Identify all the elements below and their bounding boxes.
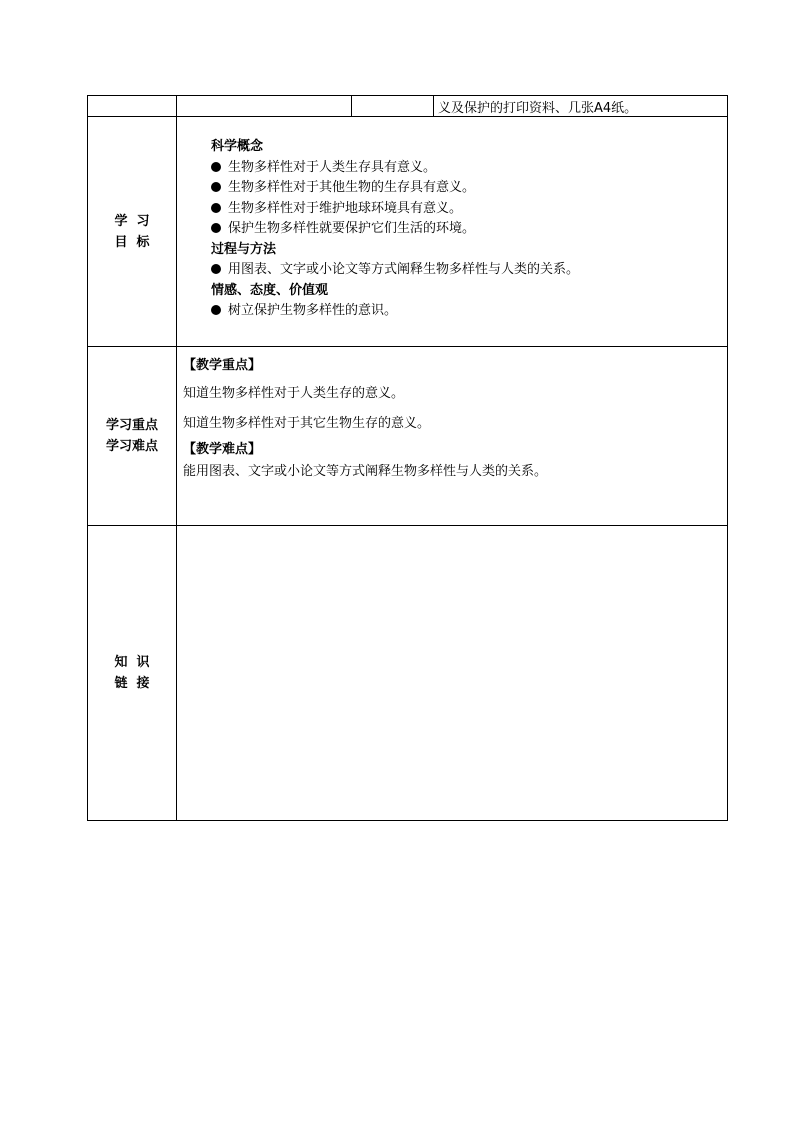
concept-item [211,199,727,220]
learning-goals-content [177,117,728,347]
concept-item [211,219,727,240]
key-points-label-line-2: 学习难点 [105,439,158,454]
materials-continuation-row [88,96,728,117]
process-item [211,260,727,281]
teaching-focus-heading: 【教学重点】 [183,358,262,373]
concept-item-text: 生物多样性对于其他生物的生存具有意义。 [228,180,476,195]
process-item-text: 用图表、文字或小论文等方式阐释生物多样性与人类的关系。 [228,262,580,277]
process-method-heading: 过程与方法 [211,241,277,257]
science-concept-heading: 科学概念 [211,139,264,154]
concept-item [211,158,727,179]
concept-item [211,178,727,199]
empty-cell-3 [352,96,434,117]
attitude-item-text: 树立保护生物多样性的意识。 [228,303,398,318]
difficulty-item: 能用图表、文字或小论文等方式阐释生物多样性与人类的关系。 [183,464,548,479]
empty-cell-1 [88,96,177,117]
learning-goals-row [88,117,728,347]
bullet-icon [211,162,221,172]
teaching-difficulty-heading: 【教学难点】 [183,442,262,457]
bullet-icon [211,305,221,315]
learning-goals-label [88,117,177,347]
knowledge-link-row [88,526,728,821]
knowledge-link-label [88,526,177,821]
focus-item: 知道生物多样性对于其它生物生存的意义。 [183,416,431,431]
lesson-plan-table [87,95,728,821]
knowledge-label-line-2: 链 接 [114,676,150,691]
attitude-item [211,301,727,322]
key-points-content [177,347,728,526]
attitude-values-heading: 情感、态度、价值观 [211,282,329,298]
materials-note: 义及保护的打印资料、几张A4纸。 [434,96,728,117]
knowledge-label-line-1: 知 识 [114,655,150,670]
bullet-icon [211,264,221,274]
bullet-icon [211,182,221,192]
goals-label-line-1: 学 习 [114,213,150,229]
concept-item-text: 保护生物多样性就要保护它们生活的环境。 [228,221,476,236]
goals-label-line-2: 目 标 [114,234,150,250]
bullet-icon [211,203,221,213]
concept-item-text: 生物多样性对于维护地球环境具有意义。 [228,200,463,216]
bullet-icon [211,223,221,233]
empty-cell-2 [177,96,352,117]
knowledge-link-content [177,526,728,821]
key-points-label [88,347,177,526]
key-points-label-line-1: 学习重点 [105,418,158,433]
key-points-row [88,347,728,526]
focus-item: 知道生物多样性对于人类生存的意义。 [183,386,405,401]
concept-item-text: 生物多样性对于人类生存具有意义。 [228,159,437,175]
